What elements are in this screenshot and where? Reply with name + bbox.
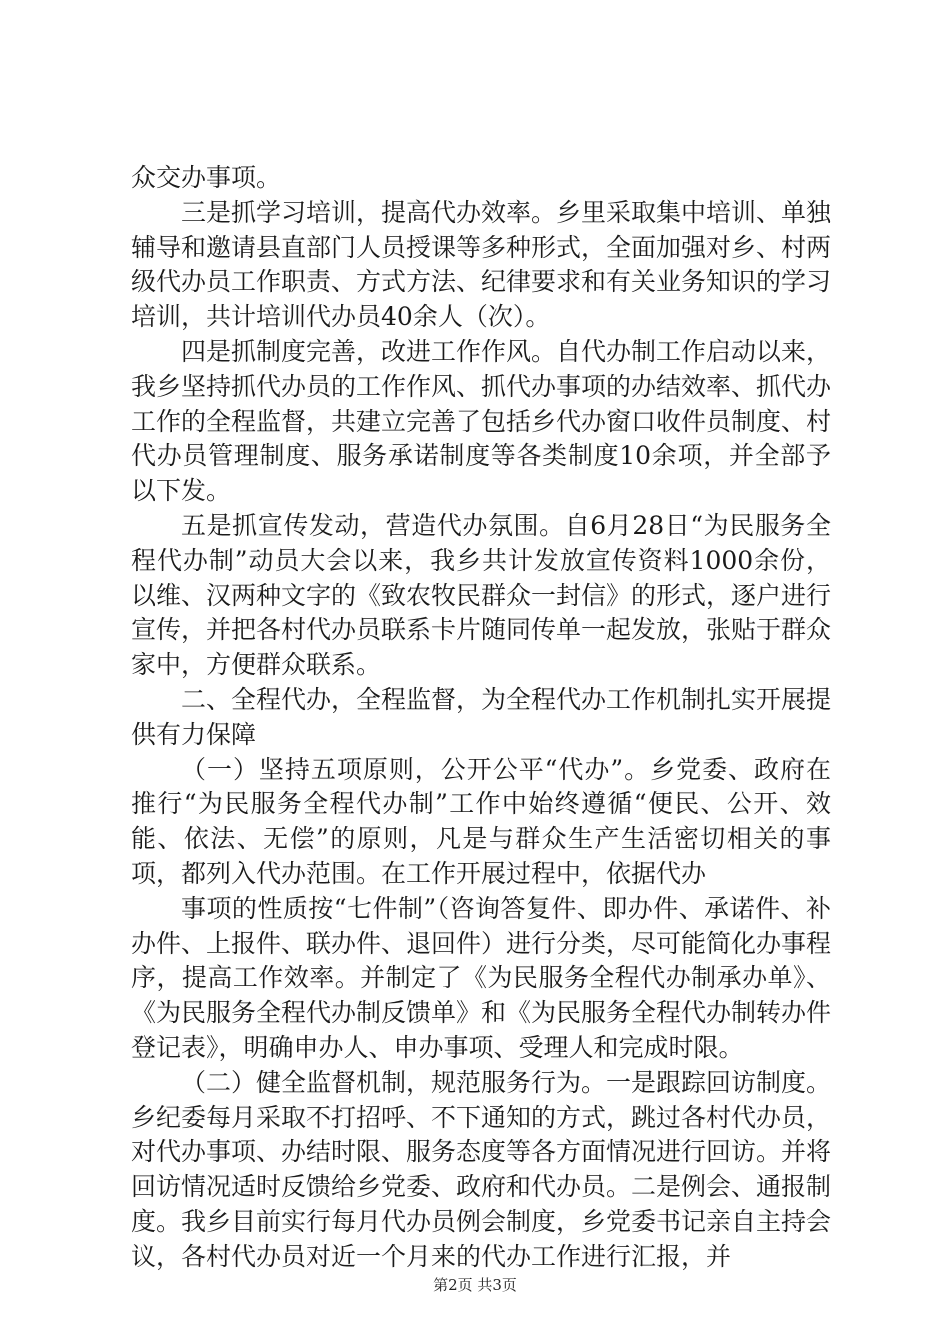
- paragraph: 五是抓宣传发动，营造代办氛围。自6月28日“为民服务全程代办制”动员大会以来，我乡共计发放宣传资料1000余份，以维、汉两种文字的《致农牧民群众一封信》的形式，逐户进行宣传，并把各村代办员联系卡片随同传单一起发放，张贴于群众家中，方便群众联系。: [131, 510, 832, 680]
- paragraph: 二、全程代办，全程监督，为全程代办工作机制扎实开展提供有力保障: [131, 684, 832, 749]
- paragraph: 事项的性质按“七件制”（咨询答复件、即办件、承诺件、补办件、上报件、联办件、退回件）进行分类，尽可能简化办事程序，提高工作效率。并制定了《为民服务全程代办制承办单》、《为民服务全程代办制反馈单》和《为民服务全程代办制转办件登记表》，明确申办人、申办事项、受理人和完成时限。: [131, 893, 832, 1062]
- paragraph: 众交办事项。: [131, 163, 282, 192]
- page-footer: 第2页 共3页: [433, 1276, 517, 1294]
- paragraph: 四是抓制度完善，改进工作作风。自代办制工作启动以来，我乡坚持抓代办员的工作作风、抓代办事项的办结效率、抓代办工作的全程监督，共建立完善了包括乡代办窗口收件员制度、村代办员管理制度、服务承诺制度等各类制度10余项，并全部予以下发。: [131, 336, 832, 506]
- paragraph: 三是抓学习培训，提高代办效率。乡里采取集中培训、单独辅导和邀请县直部门人员授课等多种形式，全面加强对乡、村两级代办员工作职责、方式方法、纪律要求和有关业务知识的学习培训，共计培训代办员40余人（次）。: [131, 197, 832, 332]
- paragraph: （一）坚持五项原则，公开公平“代办”。乡党委、政府在推行“为民服务全程代办制”工作中始终遵循“便民、公开、效能、依法、无偿”的原则，凡是与群众生产生活密切相关的事项，都列入代办范围。在工作开展过程中，依据代办: [131, 754, 831, 888]
- paragraph: （二）健全监督机制，规范服务行为。一是跟踪回访制度。乡纪委每月采取不打招呼、不下通知的方式，跳过各村代办员，对代办事项、办结时限、服务态度等各方面情况进行回访。并将回访情况适时反馈给乡党委、政府和代办员。二是例会、通报制度。我乡目前实行每月代办员例会制度，乡党委书记亲自主持会议，各村代办员对近一个月来的代办工作进行汇报，并: [131, 1067, 832, 1271]
- document-body: [131, 161, 831, 1275]
